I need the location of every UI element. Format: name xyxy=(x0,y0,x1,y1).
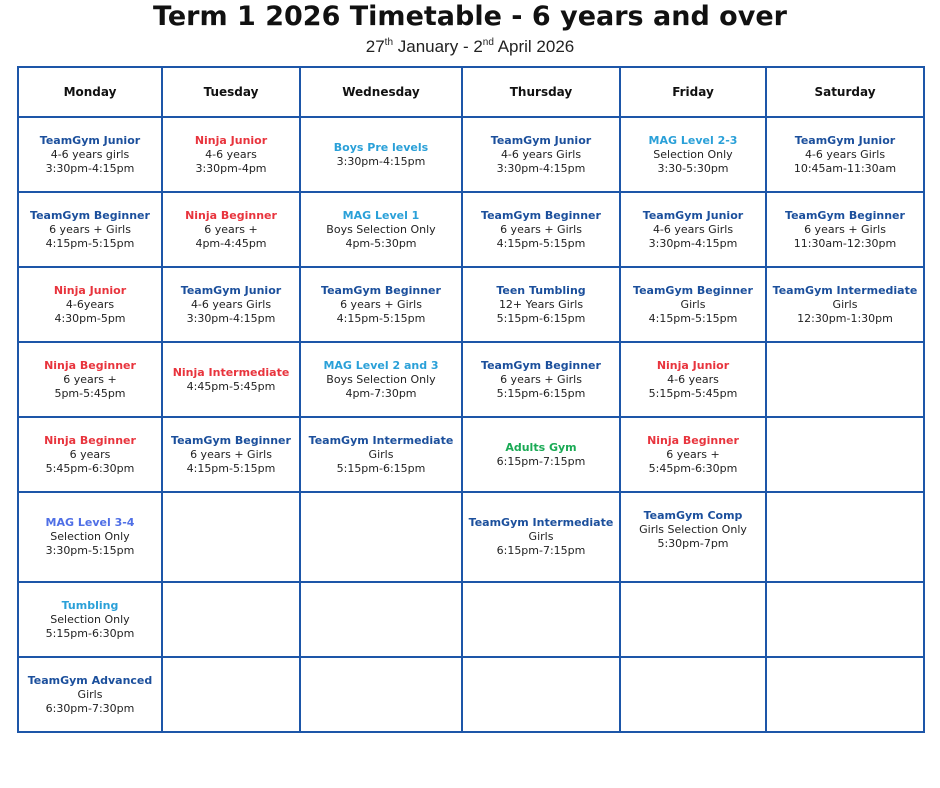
class-name: Ninja Junior xyxy=(194,133,268,147)
empty-slot-saturday xyxy=(766,492,924,582)
empty-slot-thursday xyxy=(462,657,620,732)
class-detail: 12+ Years Girls xyxy=(498,297,584,311)
class-time: 4:15pm-5:15pm xyxy=(186,461,276,475)
empty-slot-saturday xyxy=(766,657,924,732)
class-detail: Girls xyxy=(528,530,554,543)
class-slot-thursday xyxy=(462,492,620,582)
empty-slot-wednesday xyxy=(300,657,462,732)
class-time: 5:30pm-7pm xyxy=(657,537,729,550)
class-slot-friday xyxy=(620,417,766,492)
class-time: 6:30pm-7:30pm xyxy=(45,701,135,715)
class-time: 5pm-5:45pm xyxy=(54,386,126,400)
empty-slot-saturday xyxy=(766,417,924,492)
class-detail: Girls xyxy=(832,297,858,311)
class-time: 11:30am-12:30pm xyxy=(793,236,897,250)
timetable-row xyxy=(18,192,924,267)
class-time: 4pm-5:30pm xyxy=(345,236,417,250)
timetable-row xyxy=(18,342,924,417)
day-header-saturday: Saturday xyxy=(766,67,924,117)
timetable-body xyxy=(18,117,924,732)
class-slot-tuesday xyxy=(162,192,300,267)
class-slot-monday xyxy=(18,192,162,267)
page-title: Term 1 2026 Timetable - 6 years and over xyxy=(153,1,787,32)
empty-slot-wednesday xyxy=(300,582,462,657)
class-slot-wednesday xyxy=(300,417,462,492)
class-time: 4:15pm-5:15pm xyxy=(336,311,426,325)
class-slot-wednesday xyxy=(300,117,462,192)
class-name: TeamGym Advanced xyxy=(27,673,153,687)
class-detail: Girls xyxy=(680,297,706,311)
class-detail: Girls xyxy=(77,687,103,701)
class-slot-saturday xyxy=(766,117,924,192)
class-time: 4pm-7:30pm xyxy=(345,386,417,400)
class-name: TeamGym Beginner xyxy=(30,208,150,222)
class-slot-monday xyxy=(18,342,162,417)
class-slot-saturday xyxy=(766,267,924,342)
class-slot-thursday xyxy=(462,267,620,342)
class-slot-monday xyxy=(18,582,162,657)
class-detail: 6 years + Girls xyxy=(340,297,422,311)
class-detail: Selection Only xyxy=(50,612,130,626)
class-detail: 6 years + xyxy=(63,372,117,386)
class-slot-thursday xyxy=(462,192,620,267)
class-name: TeamGym Beginner xyxy=(171,433,291,447)
term-dates: 27th January - 2nd April 2026 xyxy=(365,37,575,56)
class-detail: 6 years + Girls xyxy=(190,447,272,461)
class-detail: 4-6 years Girls xyxy=(500,147,582,161)
class-name: Boys Pre levels xyxy=(333,140,429,154)
class-detail: 4-6 years girls xyxy=(50,147,130,161)
class-time: 5:15pm-5:45pm xyxy=(648,386,738,400)
class-name: TeamGym Junior xyxy=(642,208,744,222)
class-detail: 4-6 years Girls xyxy=(652,222,734,236)
class-detail: 4-6 years xyxy=(205,147,257,161)
empty-slot-saturday xyxy=(766,342,924,417)
class-time: 4:15pm-5:15pm xyxy=(45,236,135,250)
class-slot-wednesday xyxy=(300,267,462,342)
class-name: MAG Level 2 and 3 xyxy=(323,358,439,372)
class-name: TeamGym Beginner xyxy=(785,208,905,222)
class-slot-thursday xyxy=(462,117,620,192)
class-name: TeamGym Beginner xyxy=(481,358,601,372)
class-time: 5:15pm-6:15pm xyxy=(336,461,426,475)
timetable-row xyxy=(18,582,924,657)
class-time: 6:15pm-7:15pm xyxy=(496,454,586,468)
class-time: 3:30pm-4pm xyxy=(195,161,267,175)
class-slot-tuesday xyxy=(162,117,300,192)
class-name: Ninja Intermediate xyxy=(172,365,290,379)
class-detail: Girls xyxy=(368,447,394,461)
empty-slot-thursday xyxy=(462,582,620,657)
class-slot-tuesday xyxy=(162,342,300,417)
class-slot-monday xyxy=(18,267,162,342)
class-detail: 6 years xyxy=(69,447,111,461)
class-detail: Boys Selection Only xyxy=(326,222,436,236)
class-slot-monday xyxy=(18,492,162,582)
timetable-row xyxy=(18,657,924,732)
class-time: 5:45pm-6:30pm xyxy=(648,461,738,475)
class-time: 5:15pm-6:15pm xyxy=(496,386,586,400)
class-slot-wednesday xyxy=(300,192,462,267)
class-slot-friday xyxy=(620,192,766,267)
empty-slot-friday xyxy=(620,582,766,657)
class-detail: 4-6 years xyxy=(667,372,719,386)
class-time: 4:15pm-5:15pm xyxy=(496,236,586,250)
class-time: 3:30pm-4:15pm xyxy=(648,236,738,250)
class-slot-saturday xyxy=(766,192,924,267)
class-name: TeamGym Beginner xyxy=(481,208,601,222)
class-time: 3:30pm-5:15pm xyxy=(45,544,135,557)
class-slot-monday xyxy=(18,417,162,492)
class-slot-wednesday xyxy=(300,342,462,417)
class-detail: 4-6years xyxy=(65,297,115,311)
class-name: TeamGym Junior xyxy=(180,283,282,297)
timetable xyxy=(17,66,925,733)
timetable-row xyxy=(18,117,924,192)
empty-slot-tuesday xyxy=(162,582,300,657)
class-name: Ninja Beginner xyxy=(185,208,277,222)
class-detail: Selection Only xyxy=(50,530,130,543)
class-name: MAG Level 1 xyxy=(342,208,420,222)
class-detail: 4-6 years Girls xyxy=(190,297,272,311)
class-slot-friday xyxy=(620,492,766,582)
class-detail: 6 years + Girls xyxy=(49,222,131,236)
class-detail: 6 years + xyxy=(666,447,720,461)
class-name: Ninja Beginner xyxy=(44,358,136,372)
class-name: Ninja Beginner xyxy=(647,433,739,447)
day-header-wednesday: Wednesday xyxy=(300,67,462,117)
class-time: 4:45pm-5:45pm xyxy=(186,379,276,393)
class-time: 3:30pm-4:15pm xyxy=(186,311,276,325)
timetable-row xyxy=(18,492,924,582)
empty-slot-tuesday xyxy=(162,657,300,732)
class-name: TeamGym Comp xyxy=(643,509,743,522)
class-time: 5:15pm-6:15pm xyxy=(496,311,586,325)
class-time: 10:45am-11:30am xyxy=(793,161,897,175)
day-header-row xyxy=(18,67,924,117)
class-name: Ninja Junior xyxy=(53,283,127,297)
class-slot-monday xyxy=(18,657,162,732)
class-name: TeamGym Beginner xyxy=(633,283,753,297)
day-header-tuesday: Tuesday xyxy=(162,67,300,117)
class-name: TeamGym Beginner xyxy=(321,283,441,297)
class-slot-monday xyxy=(18,117,162,192)
class-time: 3:30pm-4:15pm xyxy=(336,154,426,168)
class-time: 3:30-5:30pm xyxy=(657,161,729,175)
class-name: MAG Level 2-3 xyxy=(648,133,738,147)
timetable-row xyxy=(18,417,924,492)
day-header-thursday: Thursday xyxy=(462,67,620,117)
class-slot-friday xyxy=(620,117,766,192)
class-time: 3:30pm-4:15pm xyxy=(45,161,135,175)
class-detail: 6 years + xyxy=(204,222,258,236)
class-time: 4pm-4:45pm xyxy=(195,236,267,250)
empty-slot-wednesday xyxy=(300,492,462,582)
class-time: 6:15pm-7:15pm xyxy=(496,544,586,557)
day-header-friday: Friday xyxy=(620,67,766,117)
class-detail: 6 years + Girls xyxy=(804,222,886,236)
class-name: Tumbling xyxy=(61,598,119,612)
empty-slot-saturday xyxy=(766,582,924,657)
class-name: Ninja Junior xyxy=(656,358,730,372)
class-time: 12:30pm-1:30pm xyxy=(797,311,893,325)
class-name: TeamGym Intermediate xyxy=(468,516,614,529)
empty-slot-friday xyxy=(620,657,766,732)
day-header-monday: Monday xyxy=(18,67,162,117)
class-detail: Selection Only xyxy=(653,147,733,161)
class-name: Ninja Beginner xyxy=(44,433,136,447)
class-name: TeamGym Intermediate xyxy=(308,433,454,447)
class-name: TeamGym Junior xyxy=(39,133,141,147)
class-slot-friday xyxy=(620,267,766,342)
class-slot-thursday xyxy=(462,417,620,492)
class-detail: 6 years + Girls xyxy=(500,222,582,236)
class-detail: 4-6 years Girls xyxy=(804,147,886,161)
class-time: 4:15pm-5:15pm xyxy=(648,311,738,325)
class-slot-thursday xyxy=(462,342,620,417)
class-detail: Boys Selection Only xyxy=(326,372,436,386)
class-name: MAG Level 3-4 xyxy=(45,516,135,529)
class-slot-tuesday xyxy=(162,417,300,492)
class-time: 3:30pm-4:15pm xyxy=(496,161,586,175)
class-name: TeamGym Intermediate xyxy=(772,283,918,297)
timetable-row xyxy=(18,267,924,342)
class-detail: Girls Selection Only xyxy=(639,523,747,536)
class-name: TeamGym Junior xyxy=(794,133,896,147)
class-name: Teen Tumbling xyxy=(496,283,586,297)
class-slot-tuesday xyxy=(162,267,300,342)
class-time: 4:30pm-5pm xyxy=(54,311,126,325)
class-time: 5:15pm-6:30pm xyxy=(45,626,135,640)
class-time: 5:45pm-6:30pm xyxy=(45,461,135,475)
class-name: TeamGym Junior xyxy=(490,133,592,147)
class-name: Adults Gym xyxy=(505,440,577,454)
class-detail: 6 years + Girls xyxy=(500,372,582,386)
empty-slot-tuesday xyxy=(162,492,300,582)
class-slot-friday xyxy=(620,342,766,417)
